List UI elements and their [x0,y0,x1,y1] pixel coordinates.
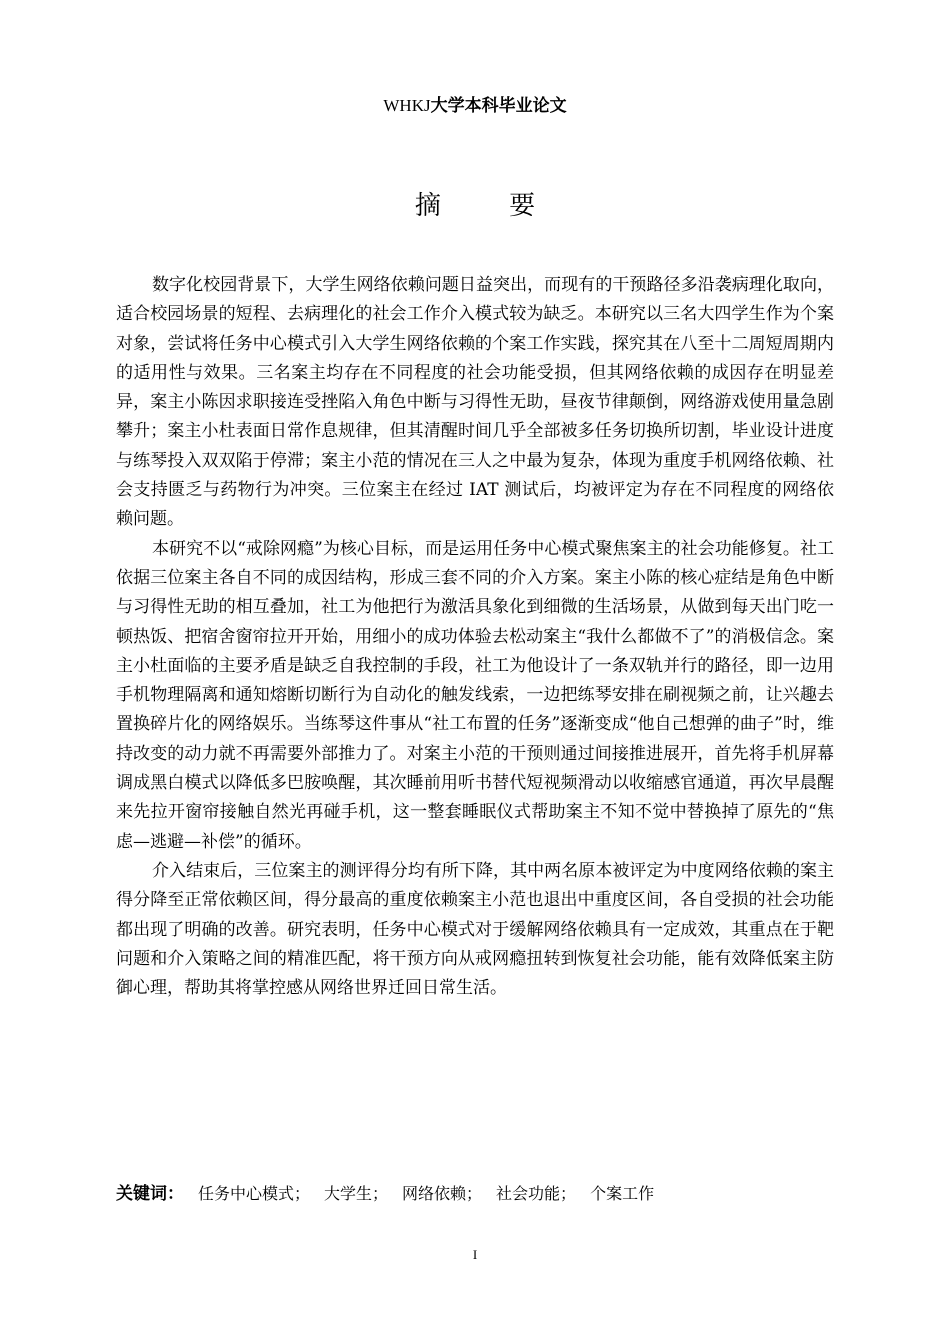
abstract-paragraph-2: 本研究不以“戒除网瘾”为核心目标，而是运用任务中心模式聚焦案主的社会功能修复。社工依据三位案主各自不同的成因结构，形成三套不同的介入方案。案主小陈的核心症结是角色中断与习得性无助的相互叠加，社工为他把行为激活具象化到细微的生活场景，从做到每天出门吃一顿热饭、把宿舍窗帘拉开开始，用细小的成功体验去松动案主“我什么都做不了”的消极信念。案主小杜面临的主要矛盾是缺乏自我控制的手段，社工为他设计了一条双轨并行的路径，即一边用手机物理隔离和通知熔断切断行为自动化的触发线索，一边把练琴安排在刷视频之前，让兴趣去置换碎片化的网络娱乐。当练琴这件事从“社工布置的任务”逐渐变成“他自己想弹的曲子”时，维持改变的动力就不再需要外部推力了。对案主小范的干预则通过间接推进展开，首先将手机屏幕调成黑白模式以降低多巴胺唤醒，其次睡前用听书替代短视频滑动以收缩感官通道，再次早晨醒来先拉开窗帘接触自然光再碰手机，这一整套睡眠仪式帮助案主不知不觉中替换掉了原先的“焦虑—逃避—补偿”的循环。 [116,538,834,852]
header-latin: WHKJ [383,96,431,115]
keyword-item: 个案工作 [590,1184,655,1203]
abstract-paragraph-1: 数字化校园背景下，大学生网络依赖问题日益突出，而现有的干预路径多沿袭病理化取向，适合校园场景的短程、去病理化的社会工作介入模式较为缺乏。本研究以三名大四学生作为个案对象，尝试将任务中心模式引入大学生网络依赖的个案工作实践，探究其在八至十二周短周期内的适用性与效果。三名案主均存在不同程度的社会功能受损，但其网络依赖的成因存在明显差异，案主小陈因求职接连受挫陷入角色中断与习得性无助，昼夜节律颠倒，网络游戏使用量急剧攀升；案主小杜表面日常作息规律，但其清醒时间几乎全部被多任务切换所切割，毕业设计进度与练琴投入双双陷于停滞；案主小范的情况在三人之中最为复杂，体现为重度手机网络依赖、社会支持匮乏与药物行为冲突。三位案主在经过 IAT 测试后，均被评定为存在不同程度的网络依赖问题。 [116,275,834,530]
abstract-body [116,271,834,1003]
header-title: 大学本科毕业论文 [430,96,567,116]
keyword-item: 社会功能； [496,1184,577,1203]
running-header [0,93,950,119]
keyword-item: 任务中心模式； [198,1184,311,1203]
abstract-title: 摘 要 [414,191,566,221]
page-number: I [472,1247,478,1262]
keywords-line [116,1180,834,1208]
keyword-item: 大学生； [324,1184,389,1203]
keyword-item: 网络依赖； [402,1184,483,1203]
abstract-paragraph-3: 介入结束后，三位案主的测评得分均有所下降，其中两名原本被评定为中度网络依赖的案主得分降至正常依赖区间，得分最高的重度依赖案主小范也退出中重度区间，各自受损的社会功能都出现了明确的改善。研究表明，任务中心模式对于缓解网络依赖具有一定成效，其重点在于靶问题和介入策略之间的精准匹配，将干预方向从戒网瘾扭转到恢复社会功能，能有效降低案主防御心理，帮助其将掌控感从网络世界迁回日常生活。 [116,860,834,999]
keywords-label: 关键词： [116,1184,184,1204]
